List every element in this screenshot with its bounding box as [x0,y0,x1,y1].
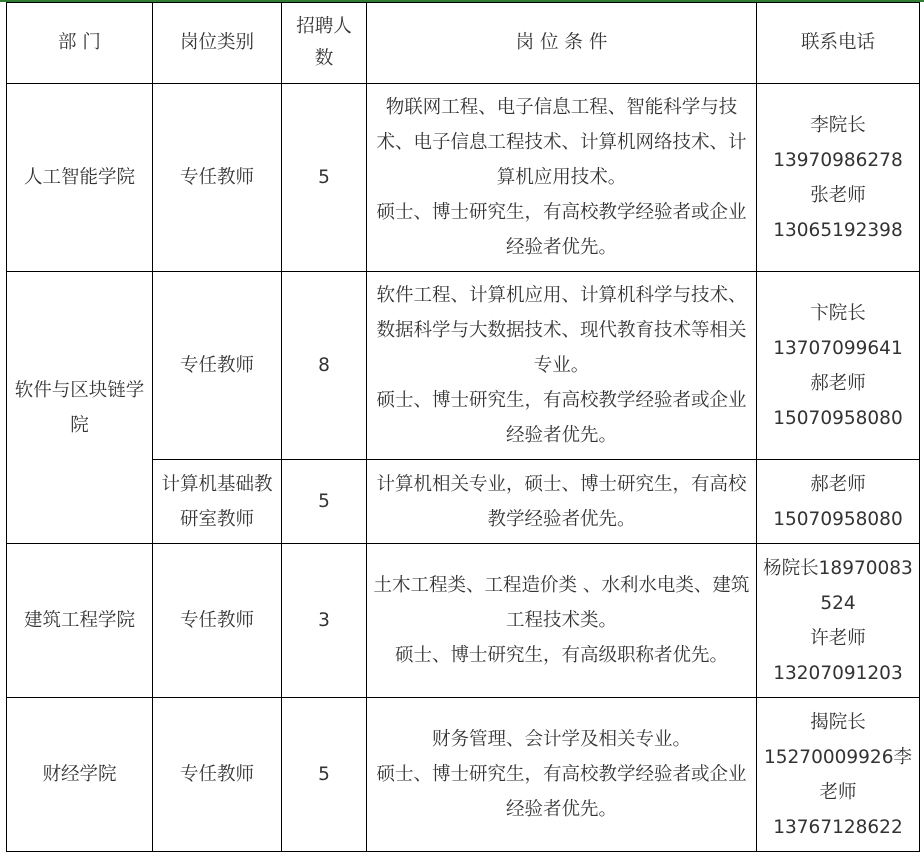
contact-line: 卞院长 [810,302,866,324]
header-conditions: 岗 位 条 件 [367,3,757,84]
count-cell: 5 [282,698,367,852]
type-cell: 专任教师 [153,84,282,272]
conditions-cell [367,460,757,544]
type-cell: 专任教师 [153,544,282,698]
table-row [7,698,920,852]
contact-phone: 15070958080 [773,508,903,530]
contact-line: 郝老师 [810,372,866,394]
contact-cell [757,698,920,852]
dept-cell: 财经学院 [7,698,153,852]
dept-cell: 建筑工程学院 [7,544,153,698]
dept-cell: 人工智能学院 [7,84,153,272]
dept-cell: 软件与区块链学院 [7,272,153,544]
table-row [7,272,920,460]
header-dept: 部 门 [7,3,153,84]
contact-line: 杨院长18970083524 [763,557,913,614]
condition-line: 硕士、博士研究生，有高校教学经验者或企业经验者优先。 [376,390,747,446]
contact-phone: 13970986278 [773,149,903,171]
contact-line: 李院长 [810,114,866,136]
type-cell: 计算机基础教研室教师 [153,460,282,544]
contact-cell [757,84,920,272]
contact-phone: 13767128622 [773,816,903,838]
condition-line: 物联网工程、电子信息工程、智能科学与技术、电子信息工程技术、计算机网络技术、计算机应用技术。 [376,97,747,188]
header-count: 招聘人数 [282,3,367,84]
conditions-cell [367,84,757,272]
contact-line: 许老师 [810,627,866,649]
condition-line: 硕士、博士研究生，有高级职称者优先。 [394,645,728,666]
contact-phone: 15070958080 [773,407,903,429]
conditions-cell [367,272,757,460]
count-cell: 8 [282,272,367,460]
recruitment-table [6,2,920,852]
contact-line: 郝老师 [810,473,866,495]
contact-line: 张老师 [810,184,866,206]
conditions-cell [367,544,757,698]
contact-line: 揭院长 [810,711,866,733]
contact-phone: 13065192398 [773,219,903,241]
condition-line: 硕士、博士研究生，有高校教学经验者或企业经验者优先。 [376,764,747,820]
header-type: 岗位类别 [153,3,282,84]
contact-cell [757,544,920,698]
table-row [7,544,920,698]
condition-line: 计算机相关专业，硕士、博士研究生，有高校教学经验者优先。 [376,473,747,530]
contact-cell [757,272,920,460]
header-contact: 联系电话 [757,3,920,84]
type-cell: 专任教师 [153,698,282,852]
contact-phone: 13707099641 [773,337,903,359]
count-cell: 5 [282,460,367,544]
condition-line: 软件工程、计算机应用、计算机科学与技术、数据科学与大数据技术、现代教育技术等相关专业。 [376,285,747,376]
contact-cell [757,460,920,544]
condition-line: 硕士、博士研究生，有高校教学经验者或企业经验者优先。 [376,202,747,258]
contact-line: 15270009926李老师 [764,746,912,803]
count-cell: 3 [282,544,367,698]
condition-line: 土木工程类、工程造价类 、水利水电类、建筑工程技术类。 [373,575,750,631]
header-row [7,3,920,84]
contact-phone: 13207091203 [773,662,903,684]
type-cell: 专任教师 [153,272,282,460]
count-cell: 5 [282,84,367,272]
conditions-cell [367,698,757,852]
table-row [7,84,920,272]
condition-line: 财务管理、会计学及相关专业。 [431,729,691,750]
